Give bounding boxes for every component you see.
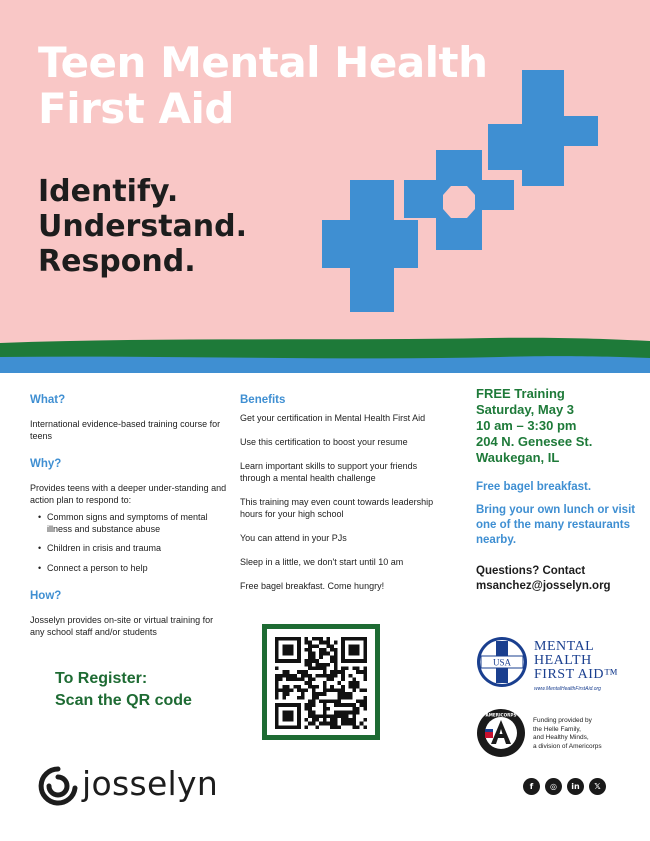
linkedin-icon[interactable]: in: [567, 778, 584, 795]
register-line-1: To Register:: [55, 670, 148, 687]
benefit-item: You can attend in your PJs: [240, 533, 347, 543]
event-details: [476, 386, 646, 466]
qr-code[interactable]: [262, 624, 380, 740]
list-item: • Common signs and symptoms of mental illness and substance abuse: [38, 512, 230, 535]
mhfa-wordmark: [534, 640, 618, 682]
mhfa-line: HEALTH: [534, 653, 592, 668]
event-column: [476, 386, 646, 594]
x-icon[interactable]: 𝕏: [589, 778, 606, 795]
brand-wordmark: josselyn: [82, 764, 219, 803]
event-city: Waukegan, IL: [476, 450, 560, 465]
tagline-understand: Understand.: [38, 209, 248, 244]
blue-wave: [0, 356, 650, 373]
benefits-heading: Benefits: [240, 394, 286, 406]
americorps-logo-icon: [476, 708, 526, 758]
benefit-item: Free bagel breakfast. Come hungry!: [240, 581, 385, 591]
benefit-item: Learn important skills to support your friends through a mental health challenge: [240, 461, 418, 483]
facebook-icon[interactable]: f: [523, 778, 540, 795]
social-links: [523, 778, 606, 795]
why-text: Provides teens with a deeper under-standing and action plan to respond to:: [30, 483, 227, 505]
mhfa-cross-icon: [476, 636, 528, 688]
register-callout: [55, 668, 192, 712]
tagline-identify: Identify.: [38, 174, 179, 209]
contact-block: [476, 564, 646, 594]
mhfa-line: FIRST AID™: [534, 667, 619, 682]
benefits-column: [240, 394, 445, 604]
event-time: 10 am – 3:30 pm: [476, 418, 577, 433]
benefit-item: Use this certification to boost your resume: [240, 437, 408, 447]
americorps-logo-text: AMERICORPS: [485, 712, 517, 718]
breakfast-note: Free bagel breakfast.: [476, 481, 592, 493]
what-section: [30, 394, 230, 442]
mhfa-logo: [476, 636, 626, 696]
contact-email[interactable]: msanchez@josselyn.org: [476, 580, 611, 592]
title-line-2: First Aid: [38, 84, 234, 133]
benefit-item: Get your certification in Mental Health First Aid: [240, 413, 426, 423]
how-section: [30, 590, 230, 638]
josselyn-logo-icon: [38, 766, 78, 806]
event-address: 204 N. Genesee St.: [476, 434, 593, 449]
mhfa-url[interactable]: www.MentalHealthFirstAid.org: [534, 686, 601, 692]
list-item: • Connect a person to help: [38, 563, 230, 575]
funding-line: a division of Americorps: [533, 742, 602, 750]
how-text: Josselyn provides on-site or virtual training for any school staff and/or students: [30, 615, 214, 637]
blue-crosses-graphic: [318, 66, 600, 316]
how-heading: How?: [30, 590, 62, 602]
what-heading: What?: [30, 394, 66, 406]
benefit-item: This training may even count towards leadership hours for your high school: [240, 497, 434, 519]
list-item: • Children in crisis and trauma: [38, 543, 230, 555]
what-text: International evidence-based training course for teens: [30, 419, 221, 441]
mhfa-line: MENTAL: [534, 639, 595, 654]
event-date: Saturday, May 3: [476, 402, 575, 417]
wave-divider: [0, 335, 650, 375]
title-line-1: Teen Mental Health: [38, 38, 488, 87]
info-column: [30, 394, 230, 654]
why-heading: Why?: [30, 458, 62, 470]
lunch-note: Bring your own lunch or visit one of the many restaurants nearby.: [476, 504, 636, 546]
why-bullets: [30, 512, 230, 574]
instagram-icon[interactable]: ◎: [545, 778, 562, 795]
cross-shape-right: [488, 70, 598, 186]
funding-line: and Healthy Minds,: [533, 734, 589, 741]
funding-line: Funding provided by: [533, 717, 592, 724]
contact-label: Questions? Contact: [476, 565, 586, 577]
benefit-item: Sleep in a little, we don't start until 10 am: [240, 557, 404, 567]
event-title: FREE Training: [476, 386, 565, 401]
mhfa-badge-text: USA: [492, 657, 512, 668]
cross-shape-left: [322, 180, 418, 312]
tagline-respond: Respond.: [38, 244, 196, 279]
why-section: [30, 458, 230, 574]
funding-line: the Helle Family,: [533, 725, 581, 733]
funding-credit: [533, 717, 643, 751]
tagline: [38, 174, 247, 279]
register-line-2: Scan the QR code: [55, 692, 192, 709]
hero-banner: [0, 0, 650, 345]
qr-code-graphic: [275, 637, 367, 729]
